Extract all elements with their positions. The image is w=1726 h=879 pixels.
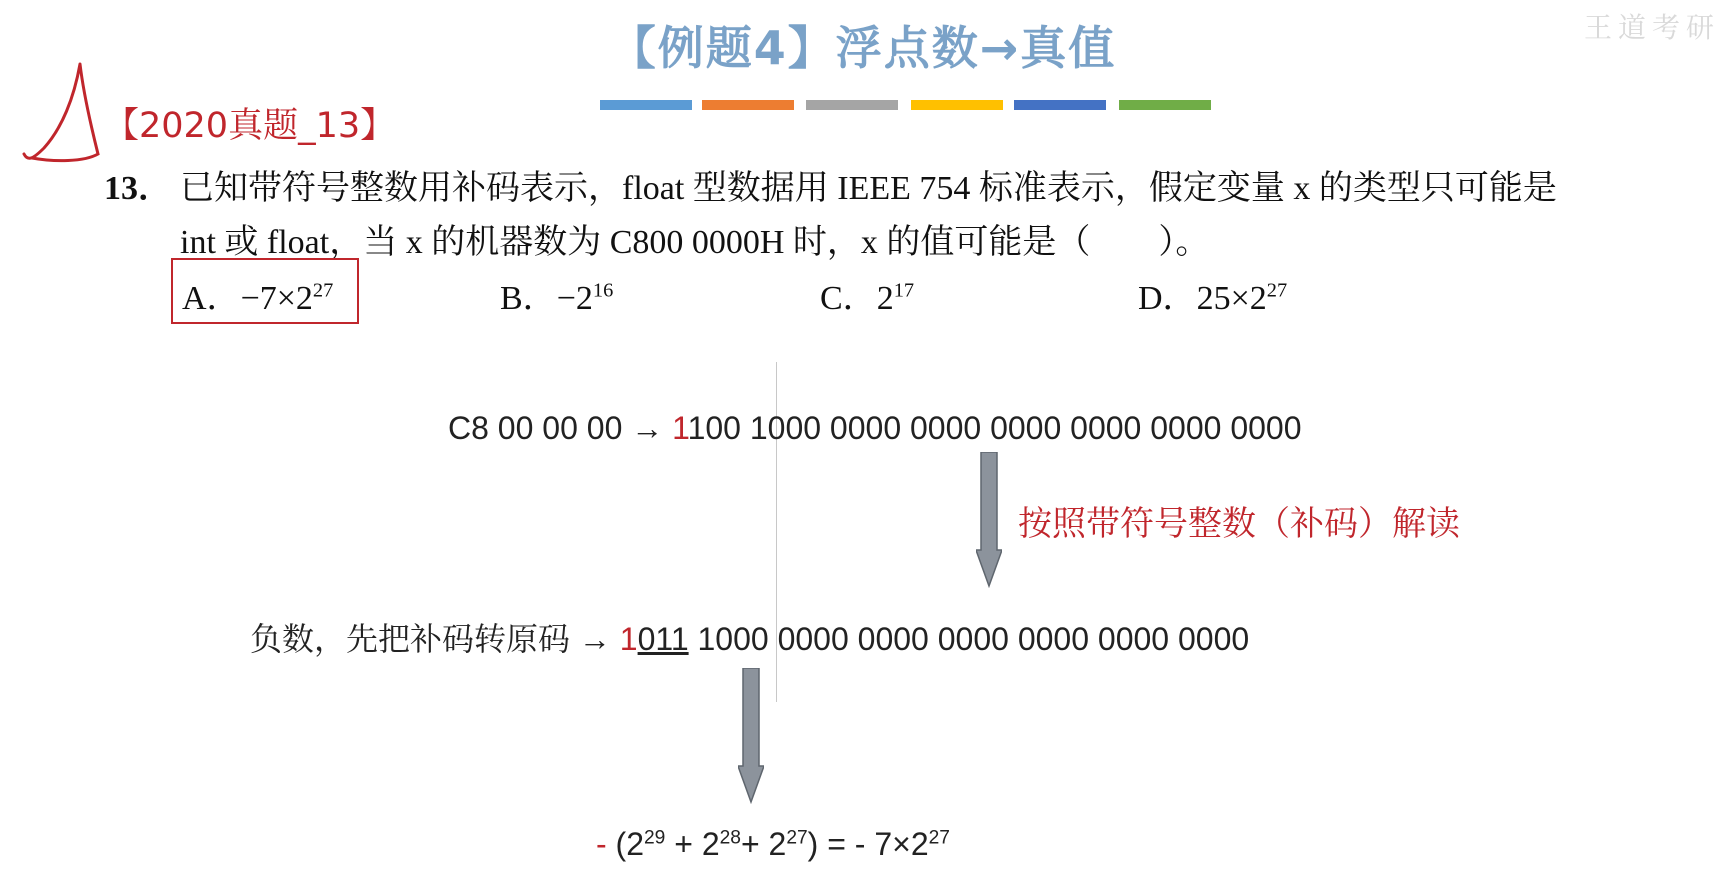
color-bar-4 xyxy=(911,100,1003,110)
step-1-hex-to-binary: C8 00 00 00 → 1100 1000 0000 0000 0000 0000 0000 0000 xyxy=(448,410,1302,446)
pen-annotation-icon xyxy=(14,58,104,168)
result-expression: - $(2^{29} + 2^{28}+ 2^{27})$ = - $7\times 2^{27}$ xyxy=(596,826,950,862)
color-bar-6 xyxy=(1119,100,1211,110)
sign-bit: 1 xyxy=(672,410,688,446)
interpret-note: 按照带符号整数（补码）解读 xyxy=(1018,504,1460,544)
color-bar-5 xyxy=(1014,100,1106,110)
down-arrow-icon xyxy=(976,452,1002,588)
down-arrow-icon xyxy=(738,668,764,804)
question-tag: 【2020真题_13】 xyxy=(104,106,396,146)
sign-bit: 1 xyxy=(619,621,638,657)
slide-title: 【例题4】浮点数→真值 xyxy=(609,21,1117,75)
question-line-1: 已知带符号整数用补码表示，float 型数据用 IEEE 754 标准表示，假定变量 x 的类型只可能是 xyxy=(180,170,1557,207)
watermark: 王道考研 xyxy=(1583,11,1720,44)
color-bar-3 xyxy=(806,100,898,110)
color-bar-1 xyxy=(600,100,692,110)
option-a[interactable]: A．$-7\times 2^{27}$ xyxy=(182,279,334,317)
color-bar-2 xyxy=(702,100,794,110)
option-d[interactable]: D．$25\times 2^{27}$ xyxy=(1138,279,1288,317)
option-c[interactable]: C．$2^{17}$ xyxy=(820,279,915,317)
question-number: 13． xyxy=(104,170,172,207)
option-b[interactable]: B．$-2^{16}$ xyxy=(500,279,614,317)
step-2-complement-to-sign-magnitude: 负数，先把补码转原码 → 1011 1000 0000 0000 0000 0000 0000 0000 xyxy=(250,621,1250,657)
question-line-2: int 或 float，当 x 的机器数为 C800 0000H 时，x 的值可能是（ ）。 xyxy=(180,224,1210,261)
